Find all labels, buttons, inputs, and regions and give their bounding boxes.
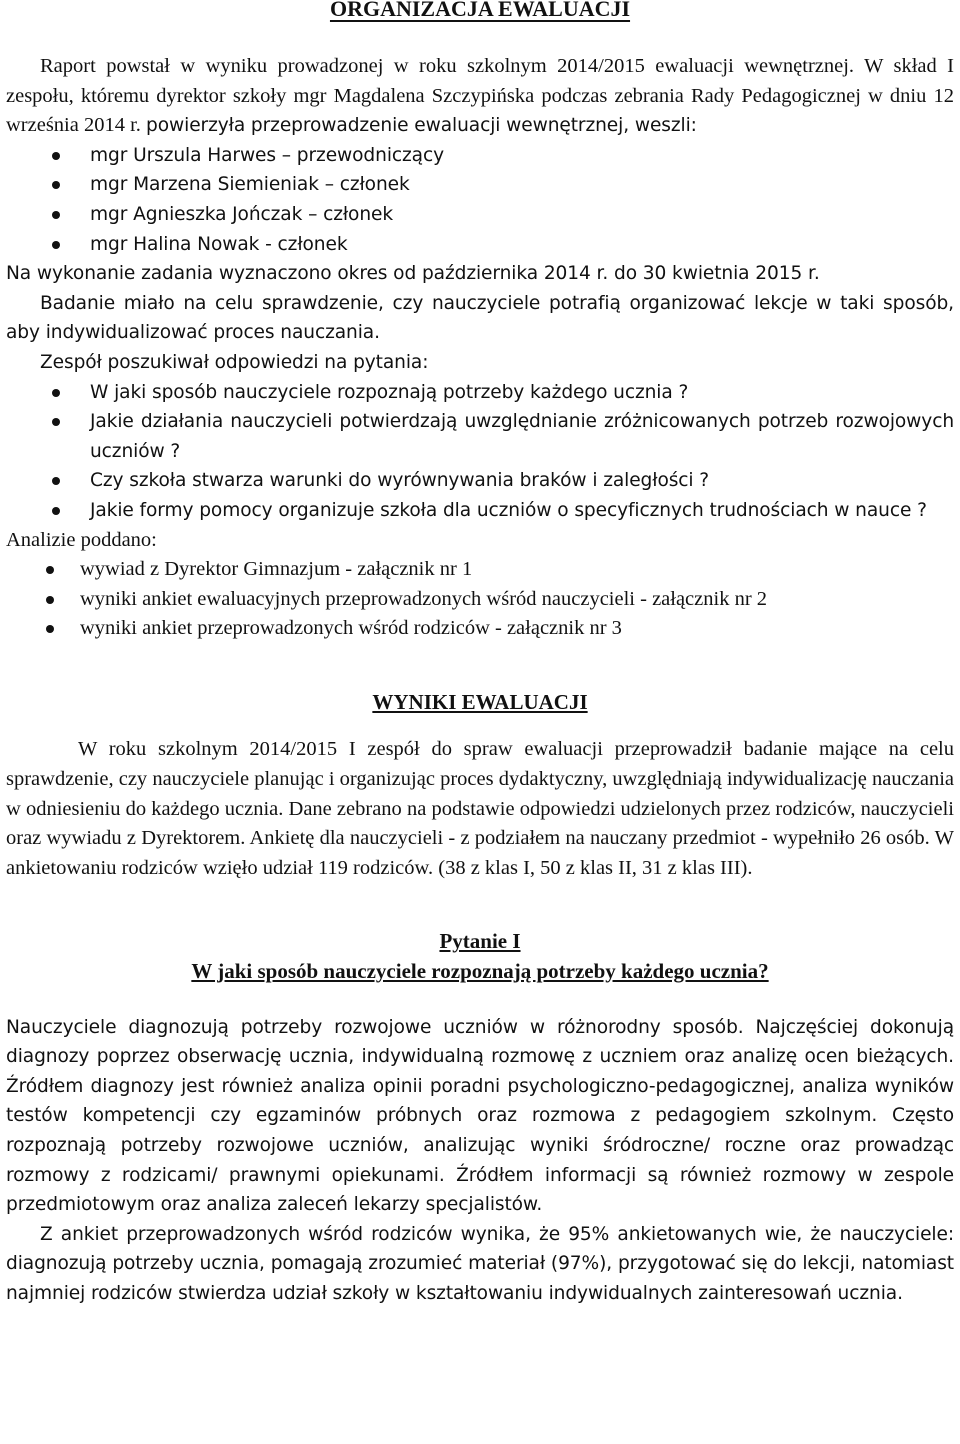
team-list [6, 141, 954, 259]
list-item: wywiad z Dyrektor Gimnazjum - załącznik nr 1 [6, 555, 954, 585]
bullet-icon [52, 389, 60, 397]
question-title: W jaki sposób nauczyciele rozpoznają potrzeby każdego ucznia? [191, 959, 769, 984]
bullet-icon [52, 152, 60, 160]
questions-intro: Zespół poszukiwał odpowiedzi na pytania: [40, 351, 429, 373]
list-item: W jaki sposób nauczyciele rozpoznają potrzeby każdego ucznia ? [6, 378, 954, 408]
bullet-icon [52, 507, 60, 515]
goal-paragraph: Badanie miało na celu sprawdzenie, czy nauczyciele potrafią organizować lekcje w taki sposób, aby indywidualizować proces nauczania. [6, 292, 954, 344]
bullet-icon [52, 477, 60, 485]
period-paragraph: Na wykonanie zadania wyznaczono okres od października 2014 r. do 30 kwietnia 2015 r. [6, 263, 820, 285]
bullet-icon [52, 418, 60, 426]
list-item: mgr Halina Nowak - członek [6, 230, 954, 260]
survey-summary-paragraph: Z ankiet przeprowadzonych wśród rodziców wynika, że 95% ankietowanych wie, że nauczyciele: diagnozują potrzeby ucznia, pomagają zrozumieć materiał (97%), przygotować się do lekcji, natomiast najmniej rodziców stwierdza udział szkoły w kształtowaniu indywidualnych zainteresowań ucznia. [6, 1223, 954, 1304]
question-label: Pytanie I [439, 929, 521, 954]
list-item: Jakie formy pomocy organizuje szkoła dla uczniów o specyficznych trudnościach w nauce ? [6, 496, 954, 526]
list-item: wyniki ankiet przeprowadzonych wśród rodziców - załącznik nr 3 [6, 614, 954, 644]
bullet-icon [52, 181, 60, 189]
document-title: ORGANIZACJA EWALUACJI [329, 0, 631, 21]
list-item: Jakie działania nauczycieli potwierdzają uwzględnianie zróżnicowanych potrzeb rozwojowych uczniów ? [6, 407, 954, 466]
list-item: mgr Marzena Siemieniak – członek [6, 170, 954, 200]
question-answer-paragraph: Nauczyciele diagnozują potrzeby rozwojowe uczniów w różnorodny sposób. Najczęściej dokonują diagnozy poprzez obserwację ucznia, indywidualną rozmowę z uczniem oraz analizę ocen bieżących. Źródłem diagnozy jest również analiza opinii poradni psychologiczno-pedagogicznej, analiza wyników testów kompetencji czy egzaminów próbnych oraz rozmowa z pedagogiem szkolnym. Często rozpoznają potrzeby rozwojowe uczniów, analizując wyniki śródroczne/ roczne oraz prowadząc rozmowy z rodzicami/ prawnymi opiekunami. Źródłem informacji są również rozmowy w zespole przedmiotowym oraz analiza zaleceń lekarzy specjalistów. [6, 1016, 954, 1216]
list-item: mgr Agnieszka Jończak – członek [6, 200, 954, 230]
intro-text-continued: powierzyła przeprowadzenie ewaluacji wewnętrznej, weszli: [146, 115, 697, 137]
questions-list [6, 378, 954, 526]
results-paragraph: W roku szkolnym 2014/2015 I zespół do spraw ewaluacji przeprowadził badanie mające na celu sprawdzenie, czy nauczyciele planując i organizując proces dydaktyczny, uwzględniają indywidualizację nauczania w odniesieniu do każdego ucznia. Dane zebrano na podstawie odpowiedzi udzielonych przez rodziców, nauczycieli oraz wywiadu z Dyrektorem. Ankietę dla nauczycieli - z podziałem na nauczany przedmiot - wypełniło 26 osób. W ankietowaniu rodziców wzięło udział 119 rodziców. (38 z klas I, 50 z klas II, 31 z klas III). [6, 738, 954, 879]
bullet-icon [52, 211, 60, 219]
list-item: Czy szkoła stwarza warunki do wyrównywania braków i zaległości ? [6, 466, 954, 496]
intro-paragraph [6, 52, 954, 141]
analysis-list [6, 555, 954, 644]
list-item: mgr Urszula Harwes – przewodniczący [6, 141, 954, 171]
list-item: wyniki ankiet ewaluacyjnych przeprowadzonych wśród nauczycieli - załącznik nr 2 [6, 585, 954, 615]
bullet-icon [46, 625, 54, 633]
bullet-icon [46, 596, 54, 604]
bullet-icon [46, 566, 54, 574]
intro-text: Raport powstał w wyniku prowadzonej w roku szkolnym 2014/2015 ewaluacji wewnętrznej. W skład I zespołu, któremu dyrektor szkoły mgr Magdalena Szczypińska podczas zebrania Rady Pedagogicznej w dniu 12 września 2014 r. [6, 55, 954, 137]
analysis-intro: Analizie poddano: [6, 528, 157, 551]
bullet-icon [52, 241, 60, 249]
results-heading: WYNIKI EWALUACJI [372, 689, 588, 714]
